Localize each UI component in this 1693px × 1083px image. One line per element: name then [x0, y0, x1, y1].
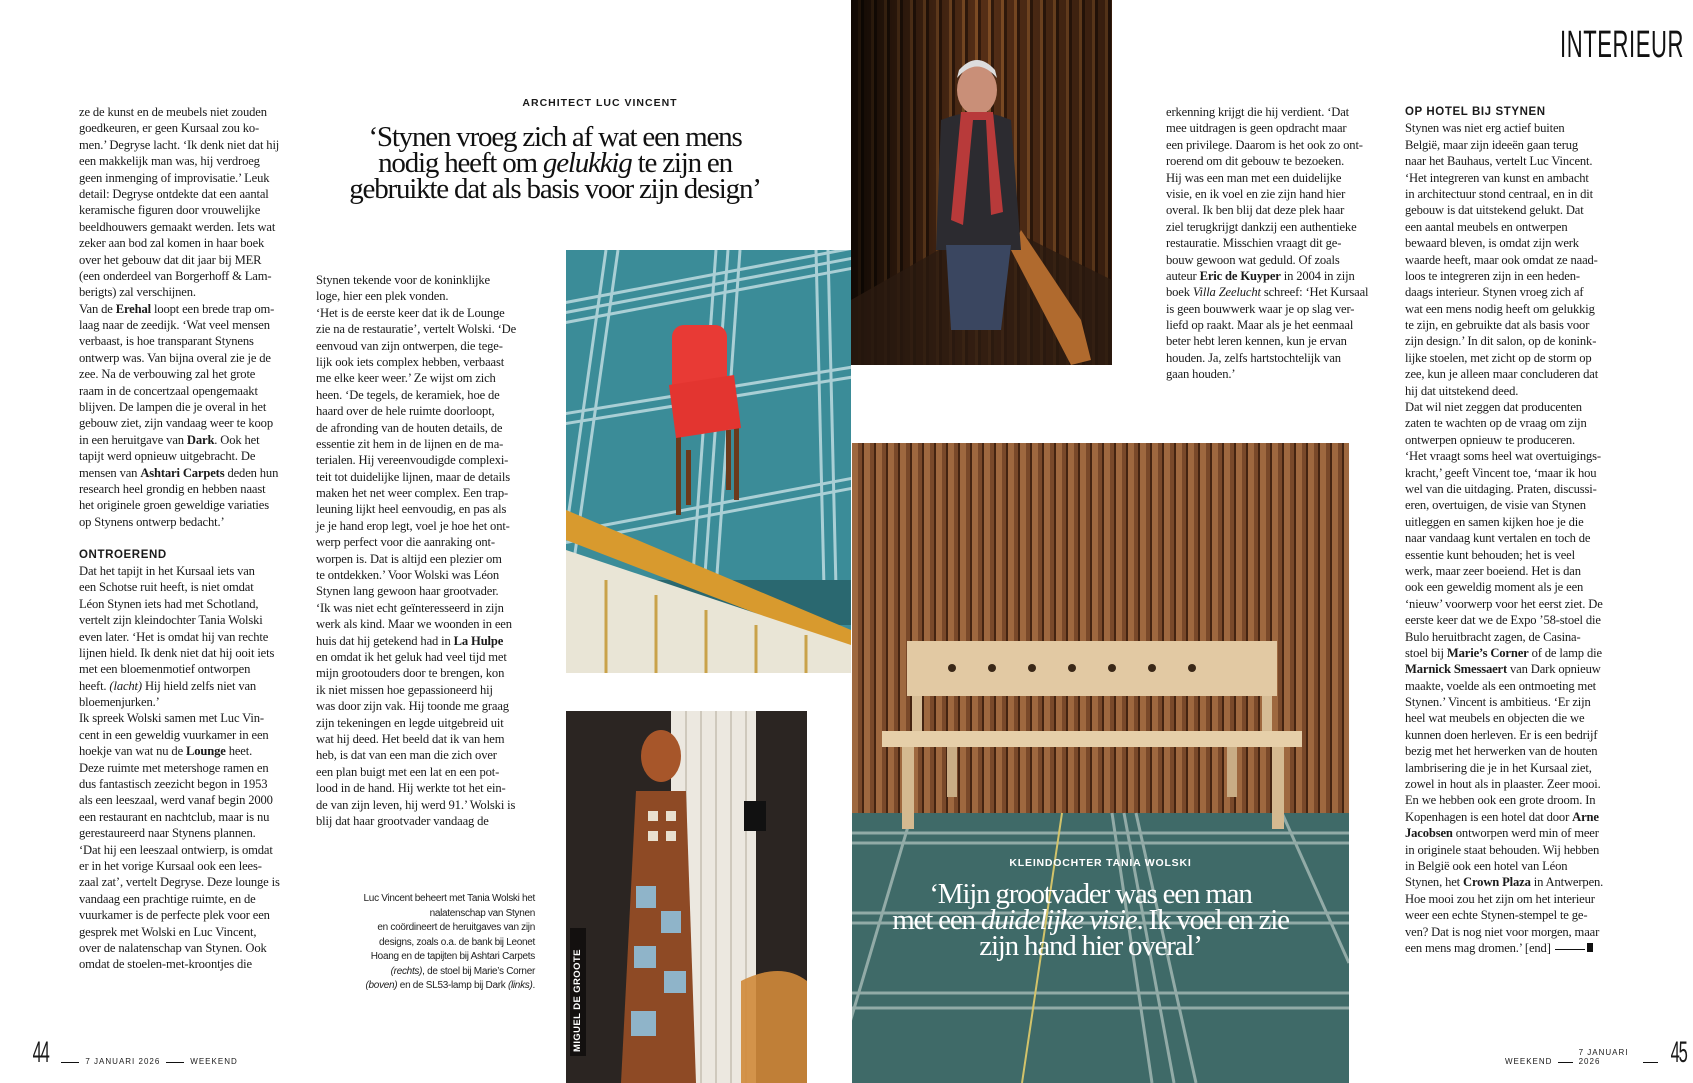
section-subheading: ONTROEREND [79, 548, 167, 561]
chair-photo-art [566, 250, 851, 673]
text-line: omdat de stoelen-met-kroontjes die [79, 957, 252, 972]
text-line: dus fantastisch zeezicht begon in 1953 [79, 777, 268, 792]
text-line: op Stynens ontwerp bedacht.’ [79, 514, 225, 529]
text-line: laag naar de zeedijk. ‘Wat veel mensen [79, 318, 270, 333]
sculpture-art [566, 711, 807, 1083]
text-line: zaten te wachten op de vraag om zijn [1405, 416, 1587, 431]
text-line: huis dat hij getekend had in La Hulpe [316, 633, 504, 648]
bench-art [852, 443, 1349, 1083]
text-line: wel van die uitdaging. Praten, discussi- [1405, 481, 1597, 496]
text-line: leuning lijkt heel eenvoudig, en pas als [316, 502, 507, 517]
text-line: auteur Eric de Kuyper in 2004 in zijn [1166, 268, 1355, 283]
text-line: over het gebouw dat dit jaar bij MER [79, 252, 262, 267]
text-line: maakte, voelde als een ontmoeting met [1405, 678, 1596, 693]
text-line: met een bloemenmotief ontworpen [79, 662, 251, 677]
end-rule [1555, 949, 1585, 950]
quote-text: te zijn en [631, 147, 732, 179]
text-line: gesprek met Wolski en Luc Vincent, [79, 924, 257, 939]
text-line: vandaag een prachtige ruimte, en de [79, 891, 256, 906]
text-line: mee uitdragen is geen opdracht maar [1166, 121, 1347, 136]
page-number-left: 44 [32, 1036, 49, 1069]
text-line: mijn grootouders door te brengen, kon [316, 666, 505, 681]
text-line: ook een geweldig moment als je een [1405, 580, 1584, 595]
text-line: in België ook een hotel van Léon [1405, 858, 1568, 873]
text-line: Stynen tekende voor de koninklijke [316, 273, 490, 287]
text-line: de van zijn leven, hij werd 91.’ Wolski is [316, 797, 516, 812]
text-line: zijn tekeningen en legde uitgebreid uit [316, 715, 504, 730]
text-line: ze de kunst en de meubels niet zouden [79, 105, 267, 119]
text-line: Kopenhagen is een hotel dat door Arne [1405, 809, 1599, 824]
text-line: lood in de hand. Hij werkte tot het ein- [316, 781, 506, 796]
divider [61, 1062, 79, 1063]
text-line: maken het net weer complex. Een trap- [316, 486, 509, 501]
text-line: bezig met het herwerken van de houten [1405, 744, 1598, 759]
caption-line: designs, zoals o.a. de bank bij Leonet [379, 936, 535, 948]
text-line: lijk ook iets complex hebben, verbaast [316, 354, 505, 369]
text-line: Ik spreek Wolski samen met Luc Vin- [79, 711, 264, 726]
text-line: En we hebben ook een grote droom. In [1405, 793, 1596, 808]
text-line: hoekje van wat nu de Lounge heet. [79, 744, 253, 759]
text-line: zijn design.’ In dit salon, op de konink- [1405, 334, 1597, 349]
text-line: de afronding van de houten details, de [316, 420, 503, 435]
text-line: tapijt werd opnieuw uitgebracht. De [79, 449, 256, 464]
headline-kicker: ARCHITECT LUC VINCENT [522, 97, 678, 109]
text-line: te zijn, en gebruikte dat als basis voor [1405, 318, 1590, 333]
text-line: zaal zat’, vertelt Degryse. Deze lounge is [79, 875, 280, 890]
text-line: houden. Ja, zelfs hartstochtelijk van [1166, 350, 1341, 365]
text-line: Stynen.’ Vincent is ambitieus. ‘Er zijn [1405, 695, 1591, 710]
text-line: wat hij deed. Het beeld dat ik van hem [316, 731, 505, 746]
text-line: ‘Dat hij een leeszaal ontwierp, is omdat [79, 842, 273, 857]
text-line: als een leeszaal, werd vanaf begin 2000 [79, 793, 273, 808]
text-line: me elke keer weer.’ Ze wijst om zich [316, 371, 496, 386]
photo-luc-vincent-portrait [851, 0, 1112, 365]
text-line: ‘Het is de eerste keer dat ik de Lounge [316, 305, 505, 320]
quote-text: ‘Mijn grootvader was een man [929, 878, 1252, 910]
text-line: gerestaureerd naar Stynens plannen. [79, 826, 256, 841]
text-line: te ontdekken.’ Voor Wolski was Léon [316, 568, 500, 583]
section-subheading: OP HOTEL BIJ STYNEN [1405, 106, 1546, 118]
quote-line [852, 930, 1339, 962]
photo-red-chair [566, 250, 851, 673]
caption-line: (boven) en de SL53-lamp bij Dark (links). [365, 980, 535, 991]
text-line: berigts) zal verschijnen. [79, 285, 196, 300]
text-line: essentie kunt behouden; het is veel [1405, 547, 1575, 562]
text-line: Deze ruimte met metershoge ramen en [79, 760, 269, 775]
end-mark-icon [1587, 943, 1593, 952]
text-line: Stynen lang gewoon haar grootvader. [316, 584, 499, 599]
text-line: een makkelijk man was, hij verdroeg [79, 154, 260, 169]
text-line: goedkeuren, er geen Kursaal zou ko- [79, 121, 260, 136]
text-line: vuurkamer is de perfecte plek voor een [79, 908, 270, 923]
text-line: visie, en ik voel en zie zijn hand hier [1166, 186, 1346, 201]
text-line: een Schotse ruit heeft, is niet omdat [79, 580, 254, 595]
text-line: België, maar zijn ideeën gaan terug [1405, 137, 1579, 152]
divider [166, 1062, 184, 1063]
quote-emphasis: duidelijke visie [980, 904, 1137, 936]
text-line: ‘Het integreren van kunst en ambacht [1405, 170, 1589, 185]
text-line: erkenning krijgt die hij verdient. ‘Dat [1166, 105, 1350, 119]
article-column-3 [1166, 104, 1388, 383]
text-line: heeft. (lacht) Hij hield zelfs niet van [79, 678, 257, 693]
text-line: Marnick Smessaert van Dark opnieuw [1405, 662, 1601, 677]
pull-quote-wolski [852, 878, 1339, 962]
text-line: en omdat ik het geluk had veel tijd met [316, 649, 507, 664]
text-line: zie na de restauratie’, vertelt Wolski. ‘De [316, 322, 517, 337]
text-line: ik niet missen hoe gepassioneerd hij [316, 682, 493, 697]
text-line: je je hand erop legt, voel je hoe het ont- [316, 518, 510, 533]
text-line: uitleggen en samen kijken hoe je die [1405, 514, 1584, 529]
text-line: beeldhouwers gemaakt werden. Iets wat [79, 219, 276, 234]
text-line: weer een echte Stynen-stempel te ge- [1405, 908, 1588, 923]
article-column-4 [1405, 104, 1630, 956]
text-line: in originele staat behouden. Wij hebben [1405, 842, 1600, 857]
text-line: liefd op raakt. Maar als je het eenmaal [1166, 318, 1354, 333]
footer-publication-left: WEEKEND [190, 1057, 238, 1066]
text-line: ontwerp was. Van bijna overal zie je de [79, 350, 271, 365]
caption-line: (rechts), de stoel bij Marie’s Corner [390, 965, 535, 977]
text-line: een aantal meubels en ontwerpen [1405, 219, 1568, 234]
photo-credit: MIGUEL DE GROOTE [570, 928, 586, 1056]
quote-text: ‘Stynen vroeg zich af wat een mens [368, 121, 742, 153]
caption-line: en coördineert de heruitgaves van zijn [377, 922, 535, 933]
text-line: kunnen doen herleven. Er is een bedrijf [1405, 727, 1598, 742]
text-line: ‘Ik was niet echt geïnteresseerd in zijn [316, 600, 504, 615]
text-line: loge, hier een plek vonden. [316, 289, 449, 304]
quote-kicker: KLEINDOCHTER TANIA WOLSKI [1009, 857, 1192, 869]
footer-date-left: 7 JANUARI 2026 [85, 1057, 161, 1066]
text-line: werk als kind. Maar we woonden in een [316, 617, 512, 632]
text-line: het originele groen geweldige variaties [79, 498, 269, 513]
footer-left [26, 1036, 238, 1069]
text-line: verbaast, is hoe transparant Stynens [79, 334, 254, 349]
text-line: heb, is dat van een man die zich over [316, 748, 497, 763]
divider [1558, 1062, 1572, 1063]
photo-caption [330, 892, 535, 994]
footer-right [1505, 1036, 1693, 1069]
text-line: in een heruitgave van Dark. Ook het [79, 432, 260, 447]
text-line: geen inmenging of improvisatie.’ Leuk [79, 170, 270, 185]
text-line: stoel bij Marie’s Corner of de lamp die [1405, 645, 1602, 660]
caption-line: Luc Vincent beheert met Tania Wolski het [363, 893, 535, 904]
text-line: heel wat meubels en objecten die we [1405, 711, 1585, 726]
text-line: hij dat uitstekend deed. [1405, 383, 1519, 398]
quote-emphasis: gelukkig [542, 147, 632, 179]
text-line: beter hebt leren kennen, kun je ervan [1166, 334, 1347, 349]
text-line: was door zijn vak. Hij toonde me graag [316, 699, 509, 714]
text-line: er in het vorige Kursaal ook een lees- [79, 858, 262, 873]
text-line: zowel in hout als in plaaster. Zeer mooi. [1405, 777, 1601, 792]
text-line: essentie zit hem in de lijnen en de ma- [316, 436, 504, 451]
text-line: naar vandaag kunt vertalen en toch de [1405, 531, 1591, 546]
text-line: men.’ Degryse lacht. ‘Ik denk niet dat hij [79, 137, 280, 152]
text-line: gebouw is dat uitstekend gelukt. Dat [1405, 203, 1584, 218]
text-line: bloemenjurken.’ [79, 695, 160, 710]
text-line: Bulo heruitbracht zagen, de Casina- [1405, 629, 1581, 644]
text-line: is geen bouwwerk waar je op slag ver- [1166, 301, 1355, 316]
text-line: bewaard bleven, is omdat zijn werk [1405, 236, 1579, 251]
text-line: blij dat haar grootvader vandaag de [316, 813, 489, 828]
quote-text: zijn hand hier overal’ [979, 930, 1202, 962]
text-line: ‘nieuw’ voorwerp voor het eerst ziet. De [1405, 596, 1603, 611]
quote-line [330, 173, 780, 205]
text-line: werp perfect voor die aanraking ont- [316, 535, 495, 550]
text-line: een mens mag dromen.’ [end] [1405, 940, 1630, 956]
text-line: Dat wil niet zeggen dat producenten [1405, 400, 1582, 415]
text-line: overal. Ik ben blij dat deze plek haar [1166, 203, 1345, 218]
text-line: Hoe mooi zou het zijn om het interieur [1405, 891, 1595, 906]
photo-ceramic-sculpture [566, 711, 807, 1083]
text-line: loos te integreren zijn in een heden- [1405, 268, 1580, 283]
text-line: haard over de hele ruimte doorloopt, [316, 404, 495, 419]
text-line: cent in een geweldig vuurkamer in een [79, 727, 269, 742]
text-line: over de nalatenschap van Stynen. Ook [79, 940, 267, 955]
quote-text: . Ik voel en zie [1136, 904, 1289, 936]
text-line: een privilege. Daarom is het ook zo ont- [1166, 137, 1363, 152]
text-line: Stynen was niet erg actief buiten [1405, 121, 1565, 136]
text-line: raam in de concertzaal opengemaakt [79, 383, 258, 398]
text-line: terialen. Hij vereenvoudigde complexi- [316, 453, 509, 468]
text-line: een plan buigt met een lat en een pot- [316, 764, 500, 779]
divider [1643, 1062, 1657, 1063]
text-line: eerste keer dat we de Expo ’58-stoel die [1405, 613, 1601, 628]
portrait-art [851, 0, 1112, 365]
text-line: worpen is. Dat is altijd een plezier om [316, 551, 502, 566]
photo-bench [852, 443, 1349, 1083]
text-line: Van de Erehal loopt een brede trap om- [79, 301, 275, 316]
text-line: keramische figuren door vrouwelijke [79, 203, 261, 218]
text-line: even later. ‘Het is omdat hij van rechte [79, 629, 269, 644]
pull-quote-headline [330, 121, 780, 205]
text-line: werk, maar zeer boeiend. Het is dan [1405, 563, 1581, 578]
text-line: daags interieur. Stynen vroeg zich af [1405, 285, 1584, 300]
text-line: gaan houden.’ [1166, 367, 1236, 382]
text-line: bouw gewoon wat geduld. Of zoals [1166, 252, 1340, 267]
text-line: Léon Stynen iets had met Schotland, [79, 596, 259, 611]
text-line: mensen van Ashtari Carpets deden hun [79, 465, 279, 480]
article-column-2 [316, 272, 538, 829]
text-line: naar het Bauhaus, vertelt Luc Vincent. [1405, 154, 1593, 169]
text-line: Dat het tapijt in het Kursaal iets van [79, 563, 255, 578]
text-line: wat een mens nodig heeft om gelukkig [1405, 301, 1595, 316]
quote-text: gebruikte dat als basis voor zijn design’ [349, 173, 761, 205]
text-line: roerend om dit gebouw te bezoeken. [1166, 154, 1345, 169]
text-line: in architectuur stond centraal, en in dit [1405, 186, 1593, 201]
quote-text: met een [892, 904, 981, 936]
text-line: Hij was een man met een duidelijke [1166, 170, 1342, 185]
text-line: eenvoud van zijn ontwerpen, die tege- [316, 338, 503, 353]
text-line: Jacobsen ontworpen werd min of meer [1405, 826, 1599, 841]
text-line: zeker aan bod zal komen in haar boek [79, 236, 265, 251]
text-line: heen. ‘De tegels, de keramiek, hoe de [316, 387, 500, 402]
text-line: detail: Degryse ontdekte dat een aantal [79, 186, 269, 201]
text-line: eren, overtuigen, de visie van Stynen [1405, 498, 1586, 513]
text-line: boek Villa Zeelucht schreef: ‘Het Kursaal [1166, 285, 1369, 300]
text-line: waarde heeft, maar ook omdat ze naad- [1405, 252, 1598, 267]
text-line: gebouw ziet, zijn vandaag weer te koop [79, 416, 273, 431]
text-line: Stynen, het Crown Plaza in Antwerpen. [1405, 875, 1604, 890]
text-line: lambrisering die je in het Kursaal ziet, [1405, 760, 1592, 775]
text-line: restauratie. Misschien vraagt dit ge- [1166, 236, 1342, 251]
section-header: INTERIEUR [1560, 24, 1685, 66]
caption-line: nalatenschap van Stynen [429, 907, 535, 919]
footer-date-right: 7 JANUARI 2026 [1578, 1048, 1629, 1066]
text-line: zee, kun je alleen maar concluderen dat [1405, 367, 1599, 382]
text-line [79, 530, 301, 546]
text-line: lijke stoelen, met zicht op de storm op [1405, 350, 1592, 365]
text-line: kracht,’ geeft Vincent toe, ‘maar ik hou [1405, 465, 1597, 480]
text-line: (een onderdeel van Borgerhoff & Lam- [79, 268, 272, 283]
text-line: lijnen hield. Ik denk niet dat hij ooit iets [79, 645, 275, 660]
article-column-1 [79, 104, 301, 973]
text-line: vertelt zijn kleindochter Tania Wolski [79, 613, 263, 628]
text-line: zee. Na de verbouwing zal het grote [79, 367, 256, 382]
text-line: research heel grondig en hebben naast [79, 481, 266, 496]
page-number-right: 45 [1670, 1036, 1687, 1069]
text-line: ziel terugkrijgt dankzij een authentieke [1166, 219, 1357, 234]
text-line: ‘Het vraagt soms heel wat overtuigings- [1405, 449, 1601, 464]
text-line: blijven. De lampen die je overal in het [79, 400, 267, 415]
text-line: een restaurant en nachtclub, maar is nu [79, 809, 270, 824]
text-line: ven? Dat is nog niet voor morgen, maar [1405, 924, 1600, 939]
caption-line: Hoang en de tapijten bij Ashtari Carpets [370, 951, 535, 962]
text-line: ontwerpen opnieuw te produceren. [1405, 432, 1576, 447]
footer-publication-right: WEEKEND [1505, 1057, 1553, 1066]
text-line: teit tot duidelijke lijnen, maar de details [316, 469, 510, 484]
quote-text: nodig heeft om [378, 147, 543, 179]
